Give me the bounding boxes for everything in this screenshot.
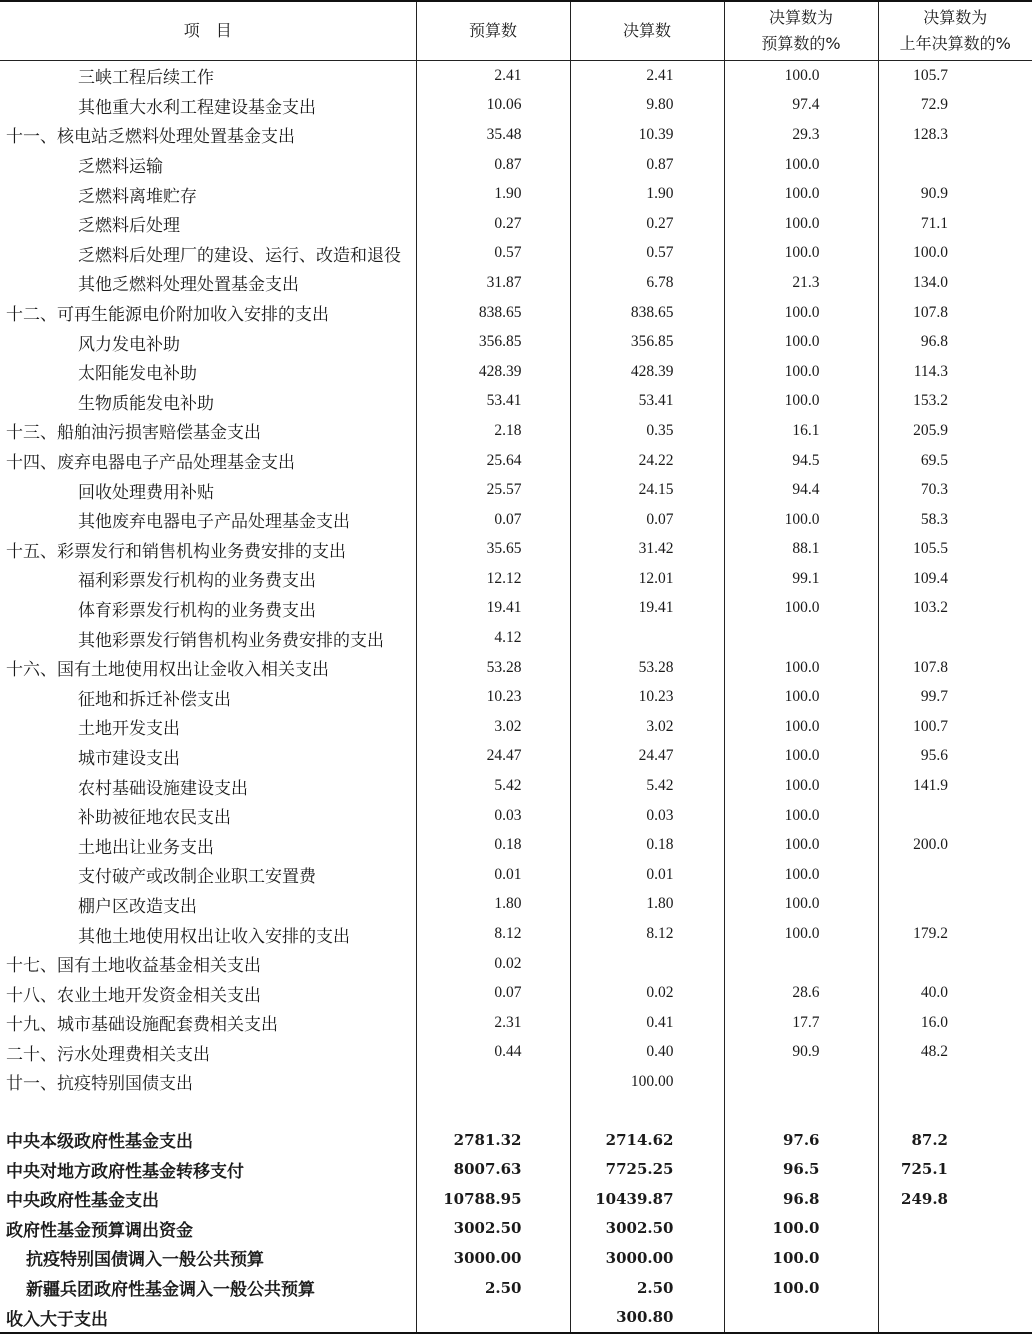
cell-final: 100.00 [570,1067,724,1097]
cell-pct-prev: 70.3 [878,475,1032,505]
cell-final: 300.80 [570,1302,724,1333]
table-row [0,742,1032,772]
cell-item: 城市建设支出 [78,748,180,769]
table-row [0,919,1032,949]
cell-budget: 0.87 [416,150,570,180]
cell-pct-budget: 100.0 [724,1243,878,1273]
table-row [0,890,1032,920]
cell-pct-prev: 128.3 [878,120,1032,150]
table-row [0,61,1032,91]
cell-budget: 3.02 [416,712,570,742]
cell-pct-budget [724,623,878,653]
table-row [0,801,1032,831]
cell-budget: 0.57 [416,239,570,269]
table-row [0,594,1032,624]
cell-item: 十九、城市基础设施配套费相关支出 [6,1015,278,1036]
cell-final: 31.42 [570,535,724,565]
cell-item: 乏燃料后处理厂的建设、运行、改造和退役 [78,245,401,266]
cell-budget: 35.65 [416,535,570,565]
cell-budget: 0.01 [416,860,570,890]
cell-final: 53.41 [570,387,724,417]
cell-item: 棚户区改造支出 [78,896,197,917]
cell-pct-prev: 40.0 [878,978,1032,1008]
cell-final: 0.35 [570,416,724,446]
cell-pct-budget: 100.0 [724,357,878,387]
cell-pct-budget: 21.3 [724,268,878,298]
cell-pct-prev: 71.1 [878,209,1032,239]
cell-item: 乏燃料离堆贮存 [78,186,197,207]
table-row [0,712,1032,742]
cell-final: 10439.87 [570,1184,724,1214]
spacer-cell [878,1097,1032,1125]
table-row [0,446,1032,476]
summary-row [0,1214,1032,1244]
cell-pct-prev: 48.2 [878,1038,1032,1068]
cell-final: 10.23 [570,682,724,712]
cell-item: 其他废弃电器电子产品处理基金支出 [78,512,350,533]
cell-budget: 2.41 [416,61,570,91]
cell-item: 收入大于支出 [0,1302,416,1333]
cell-budget: 19.41 [416,594,570,624]
cell-pct-prev: 95.6 [878,742,1032,772]
cell-budget: 53.41 [416,387,570,417]
cell-item: 其他土地使用权出让收入安排的支出 [78,926,350,947]
cell-pct-prev [878,1243,1032,1273]
cell-pct-budget: 100.0 [724,327,878,357]
cell-item: 太阳能发电补助 [78,364,197,385]
table-row [0,120,1032,150]
cell-pct-budget: 100.0 [724,742,878,772]
cell-budget: 12.12 [416,564,570,594]
cell-pct-budget: 94.4 [724,475,878,505]
cell-item: 体育彩票发行机构的业务费支出 [78,600,316,621]
cell-item: 中央对地方政府性基金转移支付 [6,1161,244,1182]
table-row [0,416,1032,446]
cell-item: 十一、核电站乏燃料处理处置基金支出 [6,127,295,148]
cell-budget: 3002.50 [416,1214,570,1244]
cell-budget: 25.64 [416,446,570,476]
cell-final: 356.85 [570,327,724,357]
cell-pct-budget: 100.0 [724,505,878,535]
cell-item: 十三、船舶油污损害赔偿基金支出 [6,423,261,444]
cell-budget: 10788.95 [416,1184,570,1214]
cell-item: 三峡工程后续工作 [78,68,214,89]
table-row [0,475,1032,505]
cell-pct-budget: 100.0 [724,919,878,949]
cell-pct-budget: 96.8 [724,1184,878,1214]
cell-item: 乏燃料运输 [78,157,163,178]
cell-item: 农村基础设施建设支出 [78,778,248,799]
spacer-cell [724,1097,878,1125]
cell-item: 土地出让业务支出 [78,837,214,858]
cell-pct-prev [878,150,1032,180]
table-row [0,623,1032,653]
table-row [0,653,1032,683]
cell-pct-prev: 134.0 [878,268,1032,298]
cell-budget: 0.03 [416,801,570,831]
cell-budget: 10.23 [416,682,570,712]
cell-final: 5.42 [570,771,724,801]
cell-pct-prev: 114.3 [878,357,1032,387]
cell-item: 福利彩票发行机构的业务费支出 [78,571,316,592]
cell-pct-budget: 16.1 [724,416,878,446]
cell-item: 二十、污水处理费相关支出 [6,1044,210,1065]
header-pct-prev: 决算数为 上年决算数的% [878,1,1032,61]
cell-pct-prev: 100.7 [878,712,1032,742]
cell-pct-budget: 90.9 [724,1038,878,1068]
summary-row [0,1154,1032,1184]
cell-pct-prev [878,1214,1032,1244]
cell-budget: 4.12 [416,623,570,653]
summary-row [0,1273,1032,1303]
cell-final: 0.01 [570,860,724,890]
cell-final: 2.41 [570,61,724,91]
spacer-cell [570,1097,724,1125]
table-row [0,860,1032,890]
cell-final: 12.01 [570,564,724,594]
cell-pct-prev [878,801,1032,831]
spacer-cell [416,1097,570,1125]
cell-pct-prev [878,949,1032,979]
cell-final: 6.78 [570,268,724,298]
cell-budget: 8.12 [416,919,570,949]
cell-pct-budget: 100.0 [724,1273,878,1303]
cell-budget: 0.07 [416,978,570,1008]
cell-budget: 5.42 [416,771,570,801]
cell-final: 24.15 [570,475,724,505]
cell-final: 0.57 [570,239,724,269]
cell-final: 0.27 [570,209,724,239]
cell-final [570,949,724,979]
cell-final: 8.12 [570,919,724,949]
cell-pct-budget: 88.1 [724,535,878,565]
cell-pct-budget: 97.4 [724,91,878,121]
cell-pct-budget: 28.6 [724,978,878,1008]
table-row [0,682,1032,712]
cell-pct-prev: 249.8 [878,1184,1032,1214]
header-item: 项 目 [0,1,416,61]
table-row [0,298,1032,328]
cell-final: 1.80 [570,890,724,920]
cell-budget: 356.85 [416,327,570,357]
cell-pct-prev: 725.1 [878,1154,1032,1184]
cell-budget: 10.06 [416,91,570,121]
cell-final: 9.80 [570,91,724,121]
summary-row [0,1302,1032,1333]
cell-pct-prev [878,860,1032,890]
cell-pct-budget: 100.0 [724,387,878,417]
cell-pct-budget: 100.0 [724,771,878,801]
cell-pct-budget: 99.1 [724,564,878,594]
cell-item: 支付破产或改制企业职工安置费 [78,867,316,888]
cell-item: 十四、废弃电器电子产品处理基金支出 [6,453,295,474]
cell-budget: 1.80 [416,890,570,920]
cell-budget: 0.27 [416,209,570,239]
table-row [0,1038,1032,1068]
cell-budget: 0.18 [416,830,570,860]
cell-budget: 3000.00 [416,1243,570,1273]
cell-pct-prev: 16.0 [878,1008,1032,1038]
cell-pct-budget: 100.0 [724,712,878,742]
cell-pct-budget: 96.5 [724,1154,878,1184]
cell-final: 0.18 [570,830,724,860]
cell-pct-budget [724,1302,878,1333]
cell-budget: 31.87 [416,268,570,298]
cell-final: 428.39 [570,357,724,387]
cell-final: 0.03 [570,801,724,831]
cell-final: 838.65 [570,298,724,328]
cell-budget: 428.39 [416,357,570,387]
cell-item: 抗疫特别国债调入一般公共预算 [26,1250,264,1271]
cell-final: 2.50 [570,1273,724,1303]
summary-row [0,1243,1032,1273]
cell-budget: 2.50 [416,1273,570,1303]
cell-pct-budget [724,1067,878,1097]
cell-pct-budget: 100.0 [724,594,878,624]
table-row [0,771,1032,801]
cell-item: 十二、可再生能源电价附加收入安排的支出 [6,305,329,326]
cell-budget [416,1067,570,1097]
cell-final: 24.22 [570,446,724,476]
cell-budget [416,1302,570,1333]
cell-budget: 53.28 [416,653,570,683]
cell-pct-prev: 109.4 [878,564,1032,594]
cell-pct-budget: 29.3 [724,120,878,150]
table-row [0,564,1032,594]
table-row [0,535,1032,565]
cell-budget: 0.02 [416,949,570,979]
cell-final: 0.40 [570,1038,724,1068]
cell-budget: 25.57 [416,475,570,505]
table-row [0,830,1032,860]
table-row [0,327,1032,357]
header-pct-budget: 决算数为 预算数的% [724,1,878,61]
cell-pct-prev: 99.7 [878,682,1032,712]
cell-budget: 35.48 [416,120,570,150]
cell-item: 生物质能发电补助 [78,393,214,414]
table-row [0,505,1032,535]
cell-final: 10.39 [570,120,724,150]
cell-pct-prev [878,623,1032,653]
table-row [0,150,1032,180]
cell-pct-prev: 141.9 [878,771,1032,801]
table-row [0,1067,1032,1097]
cell-budget: 2.31 [416,1008,570,1038]
cell-final: 0.41 [570,1008,724,1038]
summary-row [0,1125,1032,1155]
cell-item: 乏燃料后处理 [78,216,180,237]
cell-pct-budget: 100.0 [724,61,878,91]
cell-pct-budget: 97.6 [724,1125,878,1155]
cell-pct-budget: 100.0 [724,682,878,712]
cell-pct-prev: 90.9 [878,179,1032,209]
cell-pct-prev: 153.2 [878,387,1032,417]
table-row [0,209,1032,239]
cell-item: 回收处理费用补贴 [78,482,214,503]
cell-pct-prev: 72.9 [878,91,1032,121]
cell-item: 新疆兵团政府性基金调入一般公共预算 [26,1280,315,1301]
cell-final: 7725.25 [570,1154,724,1184]
cell-pct-prev [878,1067,1032,1097]
cell-final: 24.47 [570,742,724,772]
cell-pct-budget: 100.0 [724,1214,878,1244]
cell-final: 3000.00 [570,1243,724,1273]
cell-pct-budget: 100.0 [724,179,878,209]
table-row [0,179,1032,209]
cell-final: 3.02 [570,712,724,742]
cell-item: 廿一、抗疫特别国债支出 [6,1074,193,1095]
cell-pct-budget: 100.0 [724,298,878,328]
cell-pct-budget: 100.0 [724,239,878,269]
cell-pct-prev: 100.0 [878,239,1032,269]
cell-pct-budget [724,949,878,979]
cell-pct-prev: 205.9 [878,416,1032,446]
cell-item: 十八、农业土地开发资金相关支出 [6,985,261,1006]
header-budget: 预算数 [416,1,570,61]
cell-item: 十六、国有土地使用权出让金收入相关支出 [6,660,329,681]
cell-pct-prev: 96.8 [878,327,1032,357]
cell-pct-budget: 17.7 [724,1008,878,1038]
cell-pct-prev: 69.5 [878,446,1032,476]
cell-pct-prev: 107.8 [878,653,1032,683]
summary-row [0,1184,1032,1214]
cell-pct-budget: 100.0 [724,150,878,180]
spacer-row [0,1097,1032,1125]
cell-item: 十五、彩票发行和销售机构业务费安排的支出 [6,541,346,562]
table-row [0,268,1032,298]
cell-item: 政府性基金预算调出资金 [6,1220,193,1241]
cell-pct-prev: 179.2 [878,919,1032,949]
cell-final: 0.07 [570,505,724,535]
table-header [0,1,1032,61]
cell-item: 中央政府性基金支出 [6,1191,159,1212]
cell-final: 1.90 [570,179,724,209]
cell-final: 19.41 [570,594,724,624]
spacer-cell [0,1097,416,1125]
table-body [0,61,1032,1333]
cell-item: 征地和拆迁补偿支出 [78,689,231,710]
cell-item: 其他重大水利工程建设基金支出 [78,97,316,118]
header-final: 决算数 [570,1,724,61]
cell-pct-budget: 100.0 [724,860,878,890]
cell-item: 补助被征地农民支出 [78,808,231,829]
cell-budget: 838.65 [416,298,570,328]
cell-item: 风力发电补助 [78,334,180,355]
cell-pct-prev: 58.3 [878,505,1032,535]
cell-pct-prev [878,1273,1032,1303]
table-row [0,978,1032,1008]
cell-budget: 2.18 [416,416,570,446]
table-row [0,949,1032,979]
cell-item: 其他彩票发行销售机构业务费安排的支出 [78,630,384,651]
cell-item: 其他乏燃料处理处置基金支出 [78,275,299,296]
cell-pct-budget: 100.0 [724,830,878,860]
cell-pct-budget: 100.0 [724,653,878,683]
cell-pct-prev [878,1302,1032,1333]
cell-pct-prev: 105.7 [878,61,1032,91]
cell-final [570,623,724,653]
cell-item: 中央本级政府性基金支出 [6,1132,193,1153]
cell-pct-prev: 200.0 [878,830,1032,860]
table-row [0,91,1032,121]
cell-final: 0.87 [570,150,724,180]
table-row [0,239,1032,269]
cell-item: 土地开发支出 [78,719,180,740]
cell-budget: 1.90 [416,179,570,209]
table-row [0,357,1032,387]
cell-budget: 8007.63 [416,1154,570,1184]
cell-pct-budget: 100.0 [724,209,878,239]
cell-pct-prev: 87.2 [878,1125,1032,1155]
cell-final: 3002.50 [570,1214,724,1244]
cell-pct-budget: 94.5 [724,446,878,476]
cell-pct-prev: 105.5 [878,535,1032,565]
table-row [0,387,1032,417]
cell-pct-prev: 107.8 [878,298,1032,328]
cell-pct-prev: 103.2 [878,594,1032,624]
cell-final: 53.28 [570,653,724,683]
cell-item: 十七、国有土地收益基金相关支出 [6,956,261,977]
table-row [0,1008,1032,1038]
cell-budget: 2781.32 [416,1125,570,1155]
cell-final: 2714.62 [570,1125,724,1155]
cell-pct-budget: 100.0 [724,801,878,831]
cell-pct-budget: 100.0 [724,890,878,920]
cell-budget: 0.44 [416,1038,570,1068]
cell-final: 0.02 [570,978,724,1008]
cell-budget: 24.47 [416,742,570,772]
cell-pct-prev [878,890,1032,920]
cell-budget: 0.07 [416,505,570,535]
